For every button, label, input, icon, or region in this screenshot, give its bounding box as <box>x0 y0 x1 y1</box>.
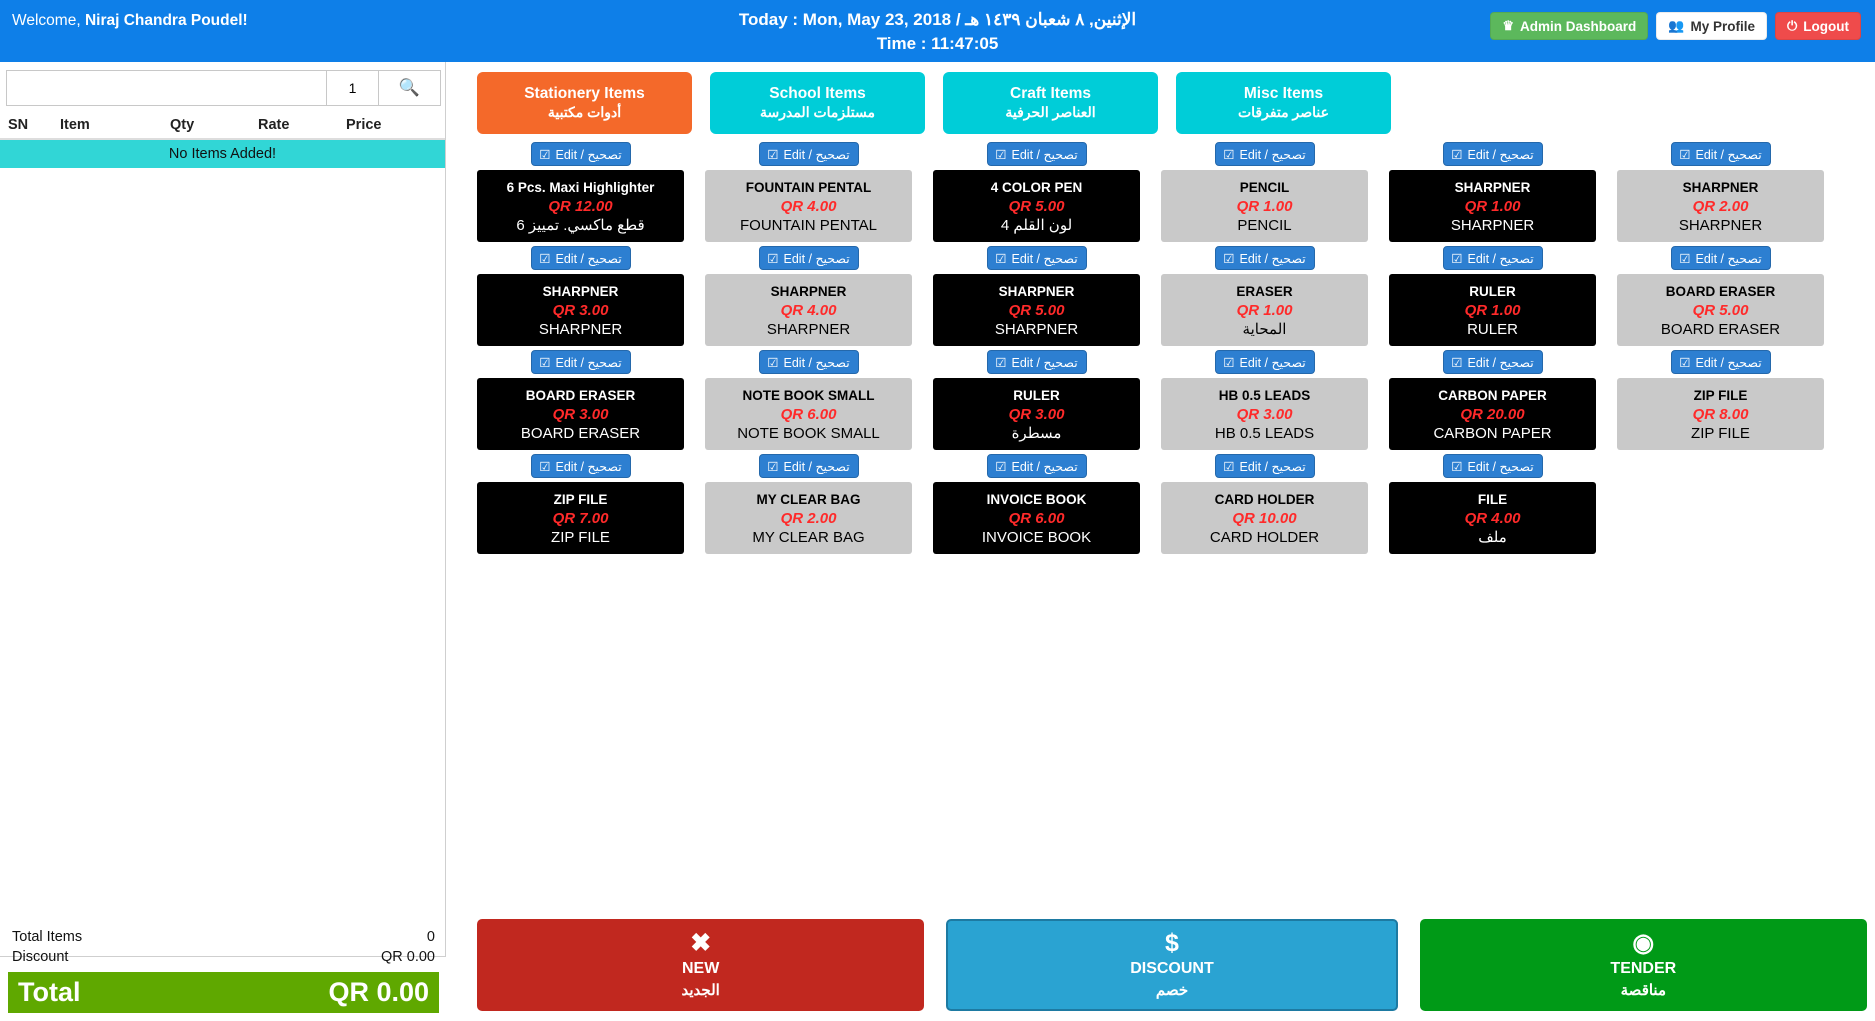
category-label-en: Misc Items <box>1243 85 1324 102</box>
product-tile[interactable] <box>705 274 912 346</box>
product-cell <box>933 246 1140 346</box>
cart-table-header-row <box>0 112 445 139</box>
edit-button-label: Edit / تصحيح <box>1011 355 1078 370</box>
product-tile[interactable] <box>933 378 1140 450</box>
product-price: QR 2.00 <box>780 509 837 527</box>
edit-square-icon: ☑ <box>539 251 551 266</box>
product-cell <box>1161 246 1368 346</box>
tender-label-ar: مناقصة <box>1620 982 1666 999</box>
edit-button-label: Edit / تصحيح <box>1695 147 1762 162</box>
product-price: QR 6.00 <box>780 405 837 423</box>
crown-icon: ♛ <box>1502 18 1514 33</box>
discount-label-ar: خصم <box>1155 982 1189 999</box>
grand-total-row <box>8 972 439 1013</box>
product-cell <box>933 454 1140 554</box>
product-tile[interactable] <box>477 482 684 554</box>
edit-button-label: Edit / تصحيح <box>555 355 622 370</box>
product-subtitle: BOARD ERASER <box>520 424 641 442</box>
product-price: QR 4.00 <box>1464 509 1521 527</box>
product-subtitle: SHARPNER <box>766 320 851 338</box>
main-area <box>0 62 1875 1021</box>
edit-square-icon: ☑ <box>1223 147 1235 162</box>
product-subtitle: PENCIL <box>1237 216 1292 234</box>
edit-square-icon: ☑ <box>767 459 779 474</box>
product-tile[interactable] <box>1161 482 1368 554</box>
edit-button-label: Edit / تصحيح <box>1695 355 1762 370</box>
edit-button-label: Edit / تصحيح <box>555 251 622 266</box>
edit-button[interactable] <box>987 246 1087 270</box>
product-subtitle: SHARPNER <box>538 320 623 338</box>
today-date: Today : Mon, May 23, 2018 / الإثنين, ٨ شعبان ١٤٣٩ هـ <box>738 10 1137 29</box>
product-row <box>477 350 1867 454</box>
column-header-rate: Rate <box>250 112 338 139</box>
product-subtitle: HB 0.5 LEADS <box>1214 424 1315 442</box>
product-name: SHARPNER <box>1682 179 1759 195</box>
edit-square-icon: ☑ <box>767 251 779 266</box>
product-price: QR 3.00 <box>552 405 609 423</box>
product-grid <box>477 142 1867 912</box>
product-subtitle: MY CLEAR BAG <box>752 528 865 546</box>
product-cell <box>705 454 912 554</box>
column-header-qty: Qty <box>162 112 250 139</box>
cart-table <box>0 112 445 140</box>
edit-button[interactable] <box>1215 142 1315 166</box>
edit-square-icon: ☑ <box>1451 459 1463 474</box>
close-icon: ✖ <box>690 929 712 957</box>
discount-value: QR 0.00 <box>381 949 435 965</box>
product-subtitle: SHARPNER <box>1450 216 1535 234</box>
product-cell <box>1389 454 1596 554</box>
product-price: QR 5.00 <box>1692 301 1749 319</box>
product-price: QR 3.00 <box>1008 405 1065 423</box>
category-tab-stationery[interactable] <box>477 72 692 134</box>
users-icon: 👥 <box>1668 18 1685 33</box>
product-subtitle: FOUNTAIN PENTAL <box>740 216 877 234</box>
tender-label-en: TENDER <box>1610 960 1677 977</box>
product-name: CARD HOLDER <box>1214 491 1315 507</box>
edit-button-label: Edit / تصحيح <box>783 355 850 370</box>
product-price: QR 3.00 <box>552 301 609 319</box>
column-header-item: Item <box>52 112 162 139</box>
grand-total-value: QR 0.00 <box>328 977 429 1007</box>
product-tile[interactable] <box>933 274 1140 346</box>
product-cell <box>1389 142 1596 242</box>
search-row <box>6 70 441 106</box>
total-items-row <box>8 927 439 947</box>
product-name: HB 0.5 LEADS <box>1218 387 1311 403</box>
product-tile[interactable] <box>1617 274 1824 346</box>
product-cell <box>477 454 684 554</box>
product-price: QR 3.00 <box>1236 405 1293 423</box>
discount-label-en: DISCOUNT <box>1130 960 1214 977</box>
product-cell <box>477 246 684 346</box>
edit-button-label: Edit / تصحيح <box>1467 251 1534 266</box>
current-time: Time : 11:47:05 <box>876 34 999 53</box>
product-price: QR 1.00 <box>1464 301 1521 319</box>
product-name: SHARPNER <box>998 283 1075 299</box>
edit-button[interactable] <box>1443 350 1543 374</box>
product-name: RULER <box>1469 283 1516 299</box>
product-tile[interactable] <box>477 170 684 242</box>
product-price: QR 6.00 <box>1008 509 1065 527</box>
action-bar <box>477 919 1867 1011</box>
product-cell <box>1617 142 1824 242</box>
product-cell <box>1161 350 1368 450</box>
top-header-bar <box>0 0 1875 62</box>
edit-button-label: Edit / تصحيح <box>1011 459 1078 474</box>
product-name: INVOICE BOOK <box>986 491 1087 507</box>
totals-panel <box>0 921 447 1021</box>
product-tile[interactable] <box>933 170 1140 242</box>
product-tile[interactable] <box>477 274 684 346</box>
product-cell <box>1389 350 1596 450</box>
product-row <box>477 454 1867 558</box>
empty-cart-message: No Items Added! <box>0 140 445 168</box>
new-label-ar: الجديد <box>681 982 720 999</box>
product-subtitle: CARD HOLDER <box>1209 528 1320 546</box>
category-label-ar: العناصر الحرفية <box>1005 104 1096 120</box>
product-price: QR 4.00 <box>780 197 837 215</box>
edit-button-label: Edit / تصحيح <box>1239 459 1306 474</box>
edit-button[interactable] <box>987 142 1087 166</box>
product-subtitle: RULER <box>1467 320 1518 338</box>
my-profile-label: My Profile <box>1690 18 1755 34</box>
product-tile[interactable] <box>477 378 684 450</box>
edit-square-icon: ☑ <box>995 147 1007 162</box>
category-label-en: School Items <box>769 85 866 102</box>
edit-button[interactable] <box>531 246 631 270</box>
product-tile[interactable] <box>1389 482 1596 554</box>
edit-button[interactable] <box>1215 454 1315 478</box>
product-name: RULER <box>1013 387 1060 403</box>
search-input[interactable] <box>6 70 327 106</box>
category-tab-school[interactable] <box>710 72 925 134</box>
edit-button[interactable] <box>1215 246 1315 270</box>
edit-square-icon: ☑ <box>1451 355 1463 370</box>
edit-button[interactable] <box>987 454 1087 478</box>
edit-button-label: Edit / تصحيح <box>783 147 850 162</box>
edit-button[interactable] <box>531 142 631 166</box>
edit-button[interactable] <box>759 350 859 374</box>
product-name: 4 COLOR PEN <box>990 179 1083 195</box>
welcome-prefix: Welcome, <box>12 12 85 29</box>
product-cell <box>1617 246 1824 346</box>
product-name: PENCIL <box>1239 179 1290 195</box>
quantity-input[interactable] <box>327 70 379 106</box>
product-price: QR 1.00 <box>1236 197 1293 215</box>
product-row <box>477 142 1867 246</box>
product-subtitle: المحاية <box>1242 320 1287 338</box>
product-row <box>477 246 1867 350</box>
product-cell <box>477 142 684 242</box>
product-price: QR 7.00 <box>552 509 609 527</box>
product-subtitle: BOARD ERASER <box>1660 320 1781 338</box>
discount-label: Discount <box>12 949 69 965</box>
my-profile-button[interactable] <box>1656 12 1767 40</box>
product-name: SHARPNER <box>542 283 619 299</box>
edit-square-icon: ☑ <box>539 355 551 370</box>
category-label-en: Stationery Items <box>524 85 645 102</box>
product-cell <box>1389 246 1596 346</box>
edit-button-label: Edit / تصحيح <box>1467 147 1534 162</box>
edit-button[interactable] <box>759 454 859 478</box>
admin-dashboard-button[interactable] <box>1490 12 1648 40</box>
product-subtitle: NOTE BOOK SMALL <box>737 424 880 442</box>
category-label-ar: عناصر متفرقات <box>1237 104 1329 120</box>
product-name: BOARD ERASER <box>1665 283 1776 299</box>
edit-button[interactable] <box>1443 246 1543 270</box>
product-name: CARBON PAPER <box>1438 387 1547 403</box>
power-icon: ⏻ <box>1786 18 1798 33</box>
product-price: QR 2.00 <box>1692 197 1749 215</box>
coin-icon: ◉ <box>1632 929 1655 957</box>
product-name: ZIP FILE <box>553 491 608 507</box>
product-tile[interactable] <box>705 378 912 450</box>
logout-label: Logout <box>1803 18 1849 34</box>
edit-button[interactable] <box>987 350 1087 374</box>
category-label-en: Craft Items <box>1010 85 1091 102</box>
edit-button-label: Edit / تصحيح <box>555 459 622 474</box>
category-tab-misc[interactable] <box>1176 72 1391 134</box>
product-subtitle: ZIP FILE <box>1691 424 1750 442</box>
product-subtitle: ZIP FILE <box>551 528 610 546</box>
product-cell <box>933 350 1140 450</box>
edit-square-icon: ☑ <box>995 355 1007 370</box>
grand-total-label: Total <box>18 977 81 1007</box>
edit-square-icon: ☑ <box>767 355 779 370</box>
product-cell <box>705 350 912 450</box>
product-cell <box>477 350 684 450</box>
edit-button-label: Edit / تصحيح <box>1239 251 1306 266</box>
edit-button-label: Edit / تصحيح <box>1467 459 1534 474</box>
edit-button[interactable] <box>1671 350 1771 374</box>
product-tile[interactable] <box>1389 378 1596 450</box>
category-label-ar: مستلزمات المدرسة <box>759 104 875 120</box>
search-icon: 🔍 <box>398 78 421 97</box>
edit-square-icon: ☑ <box>995 251 1007 266</box>
product-subtitle: 6 قطع ماكسي. تمييز <box>516 216 645 234</box>
total-items-value: 0 <box>426 929 435 945</box>
product-tile[interactable] <box>1617 170 1824 242</box>
product-name: 6 Pcs. Maxi Highlighter <box>506 179 655 195</box>
product-price: QR 12.00 <box>548 197 613 215</box>
product-subtitle: مسطرة <box>1011 424 1062 442</box>
edit-button-label: Edit / تصحيح <box>783 251 850 266</box>
product-price: QR 8.00 <box>1692 405 1749 423</box>
top-actions <box>1490 12 1861 40</box>
category-tabs <box>477 62 1867 134</box>
product-cell <box>1161 142 1368 242</box>
edit-button-label: Edit / تصحيح <box>1695 251 1762 266</box>
category-label-ar: أدوات مكتبية <box>547 104 622 120</box>
product-name: FILE <box>1477 491 1508 507</box>
product-cell <box>1617 350 1824 450</box>
edit-button[interactable] <box>531 454 631 478</box>
product-name: SHARPNER <box>770 283 847 299</box>
product-name: FOUNTAIN PENTAL <box>745 179 872 195</box>
edit-button-label: Edit / تصحيح <box>555 147 622 162</box>
product-name: SHARPNER <box>1454 179 1531 195</box>
product-subtitle: 4 لون القلم <box>1000 216 1073 234</box>
edit-button[interactable] <box>531 350 631 374</box>
product-tile[interactable] <box>1161 274 1368 346</box>
product-price: QR 1.00 <box>1464 197 1521 215</box>
product-price: QR 4.00 <box>780 301 837 319</box>
product-subtitle: SHARPNER <box>1678 216 1763 234</box>
edit-square-icon: ☑ <box>995 459 1007 474</box>
column-header-sn: SN <box>0 112 52 139</box>
product-price: QR 5.00 <box>1008 197 1065 215</box>
edit-button-label: Edit / تصحيح <box>1011 147 1078 162</box>
product-name: MY CLEAR BAG <box>756 491 861 507</box>
product-price: QR 5.00 <box>1008 301 1065 319</box>
edit-square-icon: ☑ <box>1451 147 1463 162</box>
edit-button-label: Edit / تصحيح <box>1011 251 1078 266</box>
edit-square-icon: ☑ <box>1679 147 1691 162</box>
product-name: ERASER <box>1236 283 1293 299</box>
tender-button[interactable] <box>1420 919 1867 1011</box>
edit-square-icon: ☑ <box>1223 459 1235 474</box>
product-tile[interactable] <box>705 482 912 554</box>
logout-button[interactable] <box>1775 12 1861 40</box>
discount-button[interactable] <box>946 919 1397 1011</box>
product-subtitle: ملف <box>1478 528 1507 546</box>
new-label-en: NEW <box>682 960 720 977</box>
product-tile[interactable] <box>933 482 1140 554</box>
edit-square-icon: ☑ <box>1679 251 1691 266</box>
edit-button[interactable] <box>759 142 859 166</box>
admin-dashboard-label: Admin Dashboard <box>1520 18 1637 34</box>
product-cell <box>933 142 1140 242</box>
product-tile[interactable] <box>1161 170 1368 242</box>
total-items-label: Total Items <box>12 929 83 945</box>
edit-button[interactable] <box>1671 142 1771 166</box>
edit-button-label: Edit / تصحيح <box>1467 355 1534 370</box>
product-tile[interactable] <box>1389 274 1596 346</box>
product-price: QR 10.00 <box>1232 509 1297 527</box>
product-tile[interactable] <box>1389 170 1596 242</box>
product-name: ZIP FILE <box>1693 387 1748 403</box>
edit-button[interactable] <box>759 246 859 270</box>
welcome-user-name: Niraj Chandra Poudel! <box>84 12 248 29</box>
edit-square-icon: ☑ <box>1679 355 1691 370</box>
product-subtitle: SHARPNER <box>994 320 1079 338</box>
product-name: BOARD ERASER <box>525 387 636 403</box>
product-subtitle: CARBON PAPER <box>1433 424 1552 442</box>
edit-button-label: Edit / تصحيح <box>1239 147 1306 162</box>
category-tab-craft[interactable] <box>943 72 1158 134</box>
product-tile[interactable] <box>705 170 912 242</box>
edit-square-icon: ☑ <box>539 147 551 162</box>
edit-button[interactable] <box>1443 454 1543 478</box>
catalog-panel <box>477 62 1867 1021</box>
search-button[interactable] <box>379 70 441 106</box>
product-tile[interactable] <box>1161 378 1368 450</box>
product-cell <box>705 142 912 242</box>
dollar-icon: $ <box>1165 929 1179 957</box>
edit-button[interactable] <box>1671 246 1771 270</box>
edit-button-label: Edit / تصحيح <box>783 459 850 474</box>
product-price: QR 20.00 <box>1460 405 1525 423</box>
edit-button[interactable] <box>1215 350 1315 374</box>
edit-square-icon: ☑ <box>767 147 779 162</box>
new-sale-button[interactable] <box>477 919 924 1011</box>
edit-button[interactable] <box>1443 142 1543 166</box>
edit-square-icon: ☑ <box>1451 251 1463 266</box>
edit-button-label: Edit / تصحيح <box>1239 355 1306 370</box>
column-header-price: Price <box>338 112 445 139</box>
edit-square-icon: ☑ <box>539 459 551 474</box>
product-subtitle: INVOICE BOOK <box>981 528 1092 546</box>
product-cell <box>705 246 912 346</box>
product-tile[interactable] <box>1617 378 1824 450</box>
cart-panel <box>0 62 447 1021</box>
cart-panel-border <box>0 62 446 957</box>
product-price: QR 1.00 <box>1236 301 1293 319</box>
product-cell <box>1161 454 1368 554</box>
product-name: NOTE BOOK SMALL <box>742 387 875 403</box>
edit-square-icon: ☑ <box>1223 251 1235 266</box>
discount-row <box>8 947 439 967</box>
edit-square-icon: ☑ <box>1223 355 1235 370</box>
